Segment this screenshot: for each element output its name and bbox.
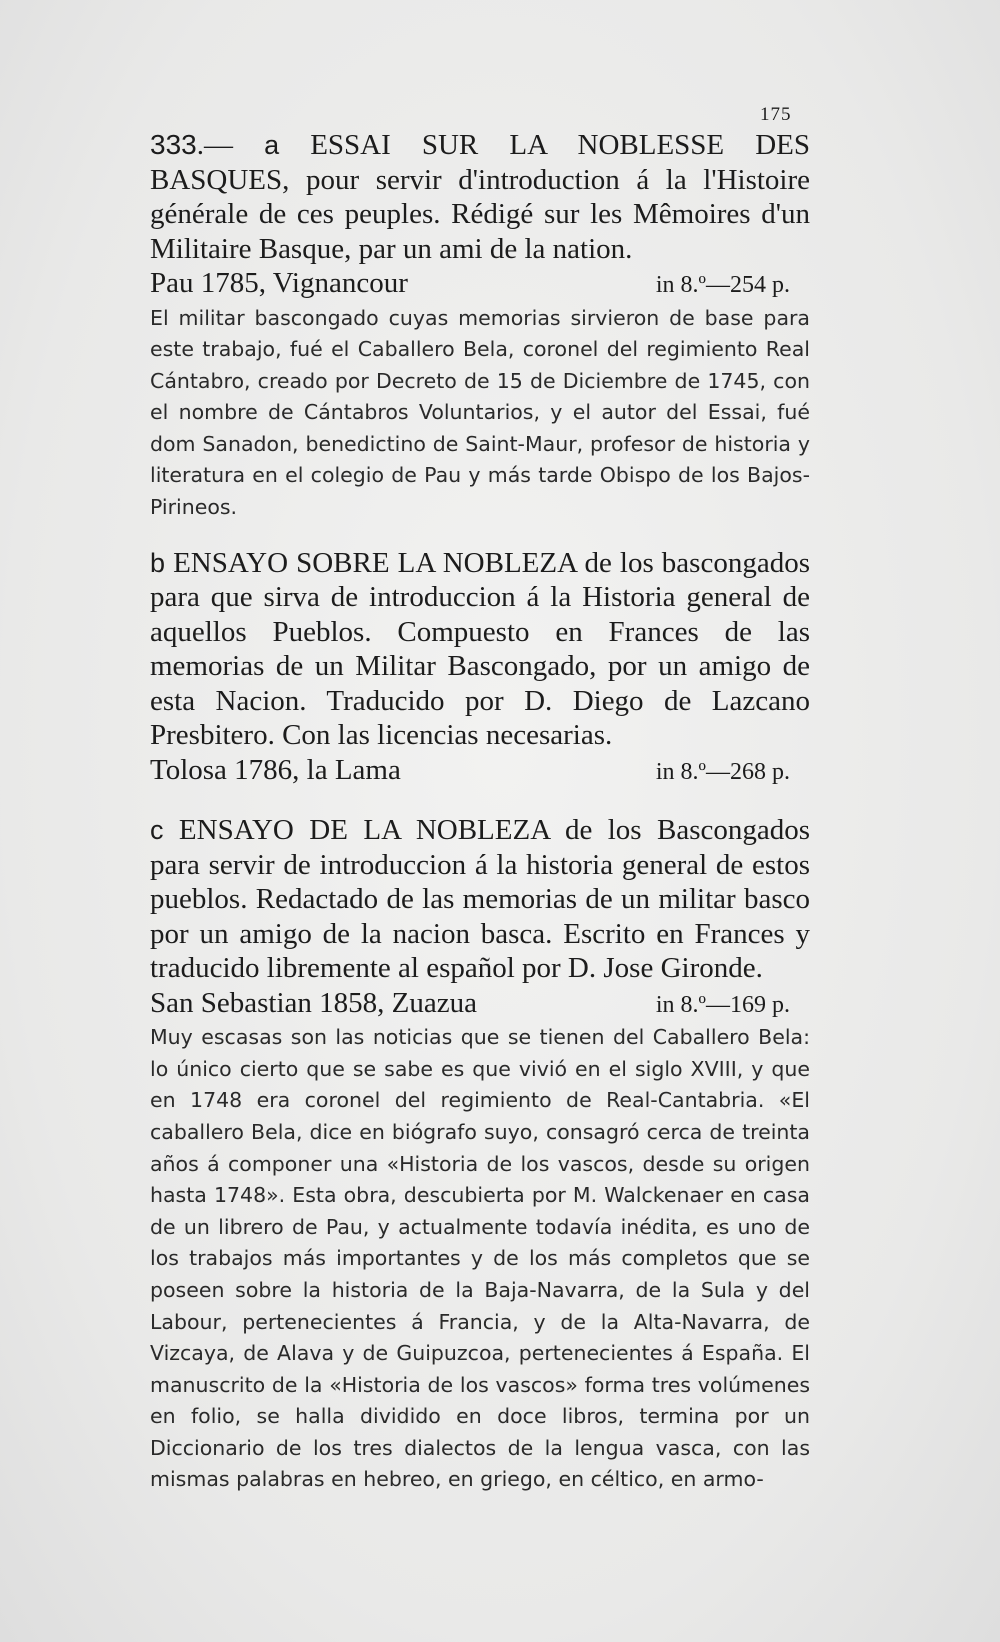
entry-b <box>150 546 810 753</box>
entry-c-label: c <box>150 815 164 846</box>
entry-b-label: b <box>150 547 166 578</box>
entry-a-imprint <box>150 266 810 303</box>
entry-a-place: Pau 1785, Vignancour <box>150 267 408 299</box>
entry-a-label: a <box>264 130 280 160</box>
entry-number: 333 <box>150 129 197 160</box>
entry-b-imprint <box>150 753 810 790</box>
entry-c-format: in 8.º—169 p. <box>655 991 790 1018</box>
entry-b-title: ENSAYO SOBRE LA NOBLEZA de los bascongados para que sirva de introduccion á la Historia general de aquellos Pueblos. Compuesto en Frances de las memorias de un Militar Bascongado, por un amigo de esta Nacion. Traducido por D. Diego de Lazcano Presbitero. Con las licencias necesarias. <box>150 546 810 752</box>
entry-c <box>150 813 810 986</box>
page-number: 175 <box>760 104 792 125</box>
entry-c-imprint <box>150 986 810 1023</box>
note-a: El militar bascongado cuyas memorias sirvieron de base para este trabajo, fué el Caballero Bela, coronel del regimiento Real Cántabro, creado por Decreto de 15 de Diciembre de 1745, con el nombre de Cántabros Voluntarios, y el autor del Essai, fué dom Sanadon, benedictino de Saint-Maur, profesor de historia y literatura en el colegio de Pau y más tarde Obispo de los Bajos-Pirineos. <box>150 305 810 520</box>
note-c: Muy escasas son las noticias que se tienen del Caballero Bela: lo único cierto que se sabe es que vivió en el siglo XVIII, y que en 1748 era coronel del regimiento de Real-Cantabria. «El caballero Bela, dice en biógrafo suyo, consagró cerca de treinta años á componer una «Historia de los vascos, desde su origen hasta 1748». Esta obra, descubierta por M. Walckenaer en casa de un librero de Pau, y actualmente todavía inédita, es uno de los trabajos más importantes y de los más completos que se poseen sobre la historia de la Baja-Navarra, de la Sula y del Labour, pertenecientes á Francia, y de la Alta-Navarra, de Vizcaya, de Alava y de Guipuzcoa, pertenecientes á España. El manuscrito de la «Historia de los vascos» forma tres volúmenes en folio, se halla dividido en doce libros, termina por un Diccionario de los tres dialectos de la lengua vasca, con las mismas palabras en hebreo, en griego, en céltico, en armo- <box>150 1025 810 1492</box>
entry-b-format: in 8.º—268 p. <box>655 758 790 785</box>
entry-c-title: ENSAYO DE LA NOBLEZA de los Bascongados para servir de introduccion á la historia general de estos pueblos. Redactado de las memorias de un militar basco por un amigo de la nacion basca. Escrito en Frances y traducido libremente al español por D. Jose Gironde. <box>150 814 811 985</box>
entry-b-place: Tolosa 1786, la Lama <box>150 753 401 786</box>
entry-a-format: in 8.º—254 p. <box>655 272 790 298</box>
page-content <box>150 128 810 1496</box>
entry-a-title: ESSAI SUR LA NOBLESSE DES BASQUES, pour servir d'introduction á la l'Histoire générale de ces peuples. Rédigé sur les Mêmoires d'un Militaire Basque, par un ami de la nation. <box>150 129 810 265</box>
entry-c-place: San Sebastian 1858, Zuazua <box>150 986 477 1019</box>
entry-a: 333.— a ESSAI SUR LA NOBLESSE DES BASQUES, pour servir d'introduction á la l'Histoire générale de ces peuples. Rédigé sur les Mêmoires d'un Militaire Basque, par un ami de la nation. <box>150 129 810 265</box>
